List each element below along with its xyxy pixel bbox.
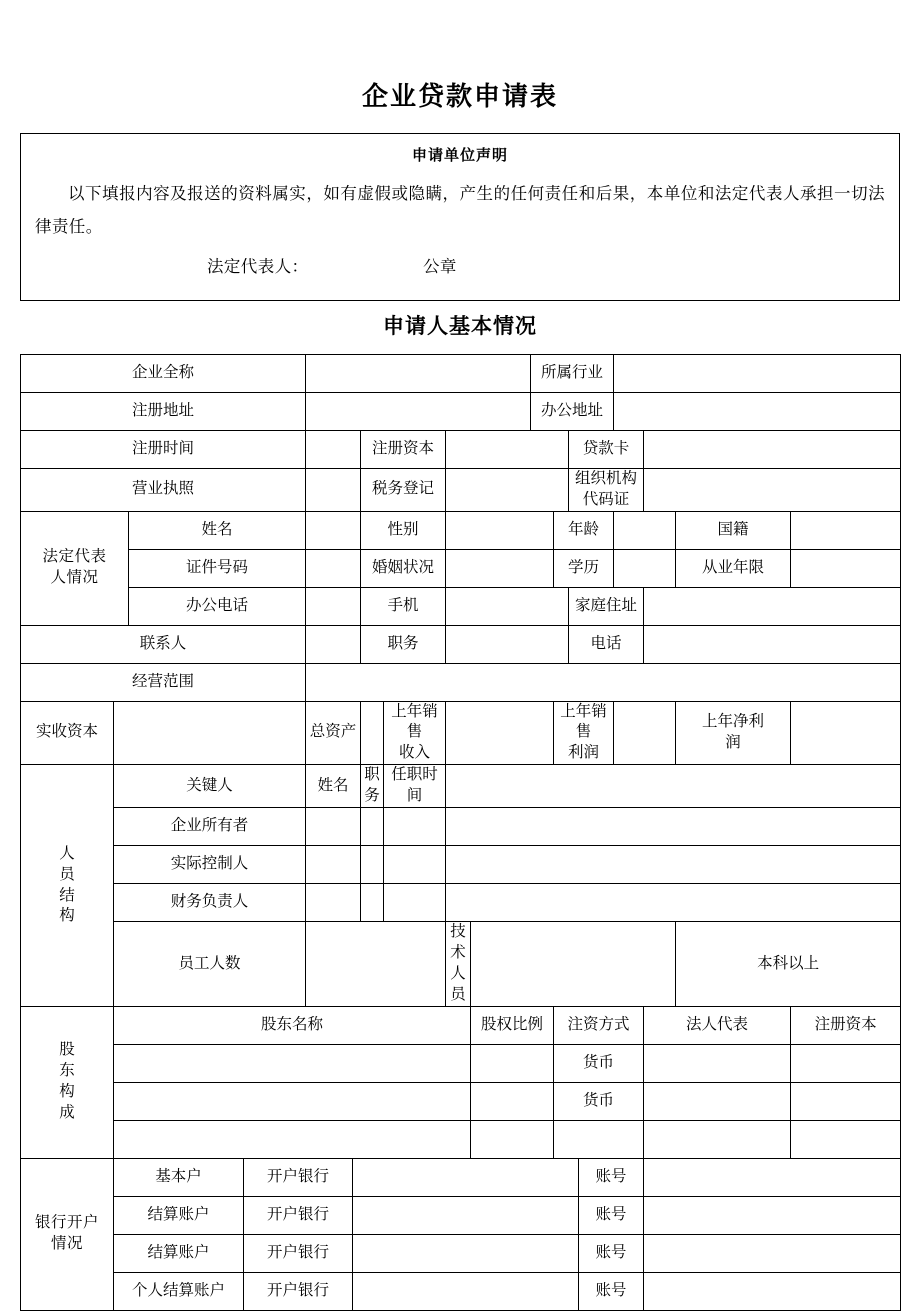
- table-row-bank-account-3: [21, 1234, 901, 1272]
- total-assets-label: 总资产: [306, 701, 361, 765]
- bank-account-4-bank-value[interactable]: [353, 1272, 579, 1310]
- tax-registration-label: 税务登记: [361, 468, 446, 511]
- table-row-personnel-controller: [21, 846, 901, 884]
- contact-phone-value[interactable]: [644, 625, 901, 663]
- personnel-controller-name[interactable]: [306, 846, 361, 884]
- personnel-group-label-char-3: 构: [59, 907, 75, 925]
- employee-count-label: 员工人数: [114, 922, 306, 1007]
- bank-account-1-account-label: 账号: [579, 1158, 644, 1196]
- declaration-heading: 申请单位声明: [411, 146, 508, 164]
- last-year-net-profit-label: [676, 701, 791, 765]
- table-row-shareholder-3: [21, 1120, 901, 1158]
- shareholder-1-investment-type[interactable]: 货币: [554, 1044, 644, 1082]
- bank-account-4-account-value[interactable]: [644, 1272, 901, 1310]
- table-row-bank-account-2: [21, 1196, 901, 1234]
- tax-registration-value[interactable]: [446, 468, 569, 511]
- shareholder-1-legal-rep[interactable]: [644, 1044, 791, 1082]
- bank-account-2-bank-value[interactable]: [353, 1196, 579, 1234]
- table-row-legal-rep-name: [21, 511, 901, 549]
- bank-account-2-account-label: 账号: [579, 1196, 644, 1234]
- personnel-controller-label: 实际控制人: [114, 846, 306, 884]
- legal-rep-group-label: [21, 511, 129, 625]
- table-row-registration: [21, 430, 901, 468]
- last-year-net-profit-label-line2: 润: [725, 733, 741, 751]
- table-row-registered-address: [21, 392, 901, 430]
- loan-card-value[interactable]: [644, 430, 901, 468]
- shareholder-header-registered-capital: 注册资本: [791, 1006, 901, 1044]
- paid-in-capital-value[interactable]: [114, 701, 306, 765]
- shareholder-group-label: [21, 1006, 114, 1158]
- last-year-net-profit-value[interactable]: [791, 701, 901, 765]
- bank-account-2-account-value[interactable]: [644, 1196, 901, 1234]
- legal-rep-id-label: 证件号码: [129, 549, 306, 587]
- shareholder-header-investment-type: 注资方式: [554, 1006, 644, 1044]
- bank-account-4-type: 个人结算账户: [114, 1272, 244, 1310]
- personnel-owner-position[interactable]: [361, 808, 384, 846]
- personnel-header-extra: [446, 765, 901, 808]
- personnel-finance-position[interactable]: [361, 884, 384, 922]
- bank-accounts-group-label-line2: 情况: [50, 1235, 83, 1253]
- personnel-controller-position[interactable]: [361, 846, 384, 884]
- last-year-net-profit-label-line1: 上年净利: [702, 712, 765, 730]
- bank-account-3-type: 结算账户: [114, 1234, 244, 1272]
- legal-rep-office-phone-label: 办公电话: [129, 587, 306, 625]
- shareholder-1-registered-capital[interactable]: [791, 1044, 901, 1082]
- legal-rep-name-label: 姓名: [129, 511, 306, 549]
- last-year-profit-label-line1: 上年销售: [560, 702, 607, 741]
- table-row-company-name: [21, 354, 901, 392]
- total-assets-value[interactable]: [361, 701, 384, 765]
- shareholder-2-equity-ratio[interactable]: [471, 1082, 554, 1120]
- shareholder-header-name: 股东名称: [114, 1006, 471, 1044]
- bank-account-2-type: 结算账户: [114, 1196, 244, 1234]
- table-row-financials: [21, 701, 901, 765]
- table-row-personnel-finance: [21, 884, 901, 922]
- section-title-applicant-basics: 申请人基本情况: [383, 314, 537, 338]
- registered-address-value[interactable]: [306, 392, 531, 430]
- personnel-owner-label: 企业所有者: [114, 808, 306, 846]
- applicant-basics-table: [20, 354, 901, 1311]
- contact-person-value[interactable]: [306, 625, 361, 663]
- business-license-value[interactable]: [306, 468, 361, 511]
- personnel-header-position: 职务: [361, 765, 384, 808]
- bank-account-1-bank-value[interactable]: [353, 1158, 579, 1196]
- contact-position-value[interactable]: [446, 625, 569, 663]
- table-row-personnel-staff: [21, 922, 901, 1007]
- business-license-label: 营业执照: [21, 468, 306, 511]
- legal-rep-education-label: 学历: [554, 549, 614, 587]
- business-scope-label: 经营范围: [21, 663, 306, 701]
- bank-account-3-bank-label: 开户银行: [244, 1234, 353, 1272]
- shareholder-3-equity-ratio[interactable]: [471, 1120, 554, 1158]
- org-code-value[interactable]: [644, 468, 901, 511]
- office-address-value[interactable]: [614, 392, 901, 430]
- shareholder-header-legal-rep: 法人代表: [644, 1006, 791, 1044]
- org-code-label-line2: 代码证: [582, 490, 630, 508]
- personnel-header-tenure: 任职时间: [384, 765, 446, 808]
- org-code-label: [569, 468, 644, 511]
- table-row-personnel-owner: [21, 808, 901, 846]
- technical-staff-label: 技术人员: [446, 922, 471, 1007]
- last-year-profit-value[interactable]: [614, 701, 676, 765]
- registered-address-label: 注册地址: [21, 392, 306, 430]
- bank-account-4-account-label: 账号: [579, 1272, 644, 1310]
- personnel-group-label-char-0: 人: [59, 844, 75, 862]
- official-seal-label: 公章: [422, 256, 457, 276]
- shareholder-2-investment-type[interactable]: 货币: [554, 1082, 644, 1120]
- page-title: 企业贷款申请表: [361, 81, 558, 111]
- personnel-group-label-char-2: 结: [59, 886, 75, 904]
- personnel-owner-extra[interactable]: [446, 808, 901, 846]
- declaration-body: 以下填报内容及报送的资料属实，如有虚假或隐瞒，产生的任何责任和后果，本单位和法定代表人承担一切法律责任。: [35, 183, 885, 236]
- shareholder-group-label-char-1: 东: [59, 1062, 75, 1080]
- personnel-controller-extra[interactable]: [446, 846, 901, 884]
- last-year-profit-label-line2: 利润: [568, 744, 600, 762]
- last-year-sales-label-line1: 上年销售: [391, 702, 438, 741]
- contact-phone-label: 电话: [569, 625, 644, 663]
- shareholder-1-name[interactable]: [114, 1044, 471, 1082]
- shareholder-3-investment-type[interactable]: [554, 1120, 644, 1158]
- table-row-contact-person: [21, 625, 901, 663]
- bank-account-1-account-value[interactable]: [644, 1158, 901, 1196]
- registered-capital-label: 注册资本: [361, 430, 446, 468]
- bank-account-2-bank-label: 开户银行: [244, 1196, 353, 1234]
- loan-card-label: 贷款卡: [569, 430, 644, 468]
- personnel-controller-tenure[interactable]: [384, 846, 446, 884]
- legal-rep-mobile-value[interactable]: [446, 587, 569, 625]
- shareholder-group-label-char-0: 股: [59, 1041, 75, 1059]
- registered-capital-value[interactable]: [446, 430, 569, 468]
- registration-time-label: 注册时间: [21, 430, 306, 468]
- legal-rep-group-label-line2: 人情况: [50, 569, 99, 587]
- table-row-personnel-header: [21, 765, 901, 808]
- bank-account-3-account-label: 账号: [579, 1234, 644, 1272]
- personnel-finance-tenure[interactable]: [384, 884, 446, 922]
- bank-account-4-bank-label: 开户银行: [244, 1272, 353, 1310]
- legal-rep-signature-label: 法定代表人：: [207, 256, 309, 276]
- bank-account-3-account-value[interactable]: [644, 1234, 901, 1272]
- declaration-box: [20, 133, 900, 301]
- table-row-legal-rep-contact: [21, 587, 901, 625]
- legal-rep-marital-value[interactable]: [446, 549, 554, 587]
- legal-rep-id-value[interactable]: [306, 549, 361, 587]
- shareholder-3-legal-rep[interactable]: [644, 1120, 791, 1158]
- shareholder-2-registered-capital[interactable]: [791, 1082, 901, 1120]
- bank-accounts-group-label: [21, 1158, 114, 1310]
- bachelor-above-label: 本科以上: [676, 922, 901, 1007]
- personnel-finance-extra[interactable]: [446, 884, 901, 922]
- shareholder-3-name[interactable]: [114, 1120, 471, 1158]
- legal-rep-age-label: 年龄: [554, 511, 614, 549]
- table-row-business-scope: [21, 663, 901, 701]
- personnel-header-name: 姓名: [306, 765, 361, 808]
- org-code-label-line1: 组织机构: [575, 469, 638, 487]
- personnel-owner-name[interactable]: [306, 808, 361, 846]
- contact-person-label: 联系人: [21, 625, 306, 663]
- industry-label: 所属行业: [531, 354, 614, 392]
- legal-rep-group-label-line1: 法定代表: [42, 548, 107, 566]
- company-name-label: 企业全称: [21, 354, 306, 392]
- technical-staff-value[interactable]: [471, 922, 676, 1007]
- legal-rep-age-value[interactable]: [614, 511, 676, 549]
- office-address-label: 办公地址: [531, 392, 614, 430]
- personnel-group-label: [21, 765, 114, 1007]
- declaration-signature-line: [35, 253, 885, 277]
- last-year-sales-label: [384, 701, 446, 765]
- legal-rep-education-value[interactable]: [614, 549, 676, 587]
- last-year-sales-value[interactable]: [446, 701, 554, 765]
- shareholder-2-legal-rep[interactable]: [644, 1082, 791, 1120]
- table-row-shareholder-1: [21, 1044, 901, 1082]
- employee-count-value[interactable]: [306, 922, 446, 1007]
- registration-time-value[interactable]: [306, 430, 361, 468]
- bank-account-1-bank-label: 开户银行: [244, 1158, 353, 1196]
- legal-rep-mobile-label: 手机: [361, 587, 446, 625]
- shareholder-1-equity-ratio[interactable]: [471, 1044, 554, 1082]
- legal-rep-office-phone-value[interactable]: [306, 587, 361, 625]
- legal-rep-home-address-value[interactable]: [644, 587, 901, 625]
- bank-account-3-bank-value[interactable]: [353, 1234, 579, 1272]
- table-row-legal-rep-id: [21, 549, 901, 587]
- bank-accounts-group-label-line1: 银行开户: [34, 1214, 99, 1232]
- legal-rep-experience-label: 从业年限: [676, 549, 791, 587]
- personnel-finance-label: 财务负责人: [114, 884, 306, 922]
- industry-value[interactable]: [614, 354, 901, 392]
- personnel-finance-name[interactable]: [306, 884, 361, 922]
- personnel-group-label-char-1: 员: [59, 865, 75, 883]
- company-name-value[interactable]: [306, 354, 531, 392]
- shareholder-header-equity-ratio: 股权比例: [471, 1006, 554, 1044]
- legal-rep-home-address-label: 家庭住址: [569, 587, 644, 625]
- legal-rep-name-value[interactable]: [306, 511, 361, 549]
- table-row-shareholder-2: [21, 1082, 901, 1120]
- personnel-header-key-person: 关键人: [114, 765, 306, 808]
- shareholder-2-name[interactable]: [114, 1082, 471, 1120]
- personnel-owner-tenure[interactable]: [384, 808, 446, 846]
- legal-rep-marital-label: 婚姻状况: [361, 549, 446, 587]
- shareholder-3-registered-capital[interactable]: [791, 1120, 901, 1158]
- paid-in-capital-label: 实收资本: [21, 701, 114, 765]
- bank-account-1-type: 基本户: [114, 1158, 244, 1196]
- table-row-bank-account-4: [21, 1272, 901, 1310]
- legal-rep-gender-value[interactable]: [446, 511, 554, 549]
- table-row-bank-account-1: [21, 1158, 901, 1196]
- shareholder-group-label-char-2: 构: [59, 1083, 75, 1101]
- table-row-shareholder-header: [21, 1006, 901, 1044]
- legal-rep-nationality-value[interactable]: [791, 511, 901, 549]
- business-scope-value[interactable]: [306, 663, 901, 701]
- last-year-sales-label-line2: 收入: [399, 744, 431, 762]
- shareholder-group-label-char-3: 成: [59, 1104, 75, 1122]
- table-row-license: [21, 468, 901, 511]
- last-year-profit-label: [554, 701, 614, 765]
- legal-rep-nationality-label: 国籍: [676, 511, 791, 549]
- legal-rep-gender-label: 性别: [361, 511, 446, 549]
- contact-position-label: 职务: [361, 625, 446, 663]
- legal-rep-experience-value[interactable]: [791, 549, 901, 587]
